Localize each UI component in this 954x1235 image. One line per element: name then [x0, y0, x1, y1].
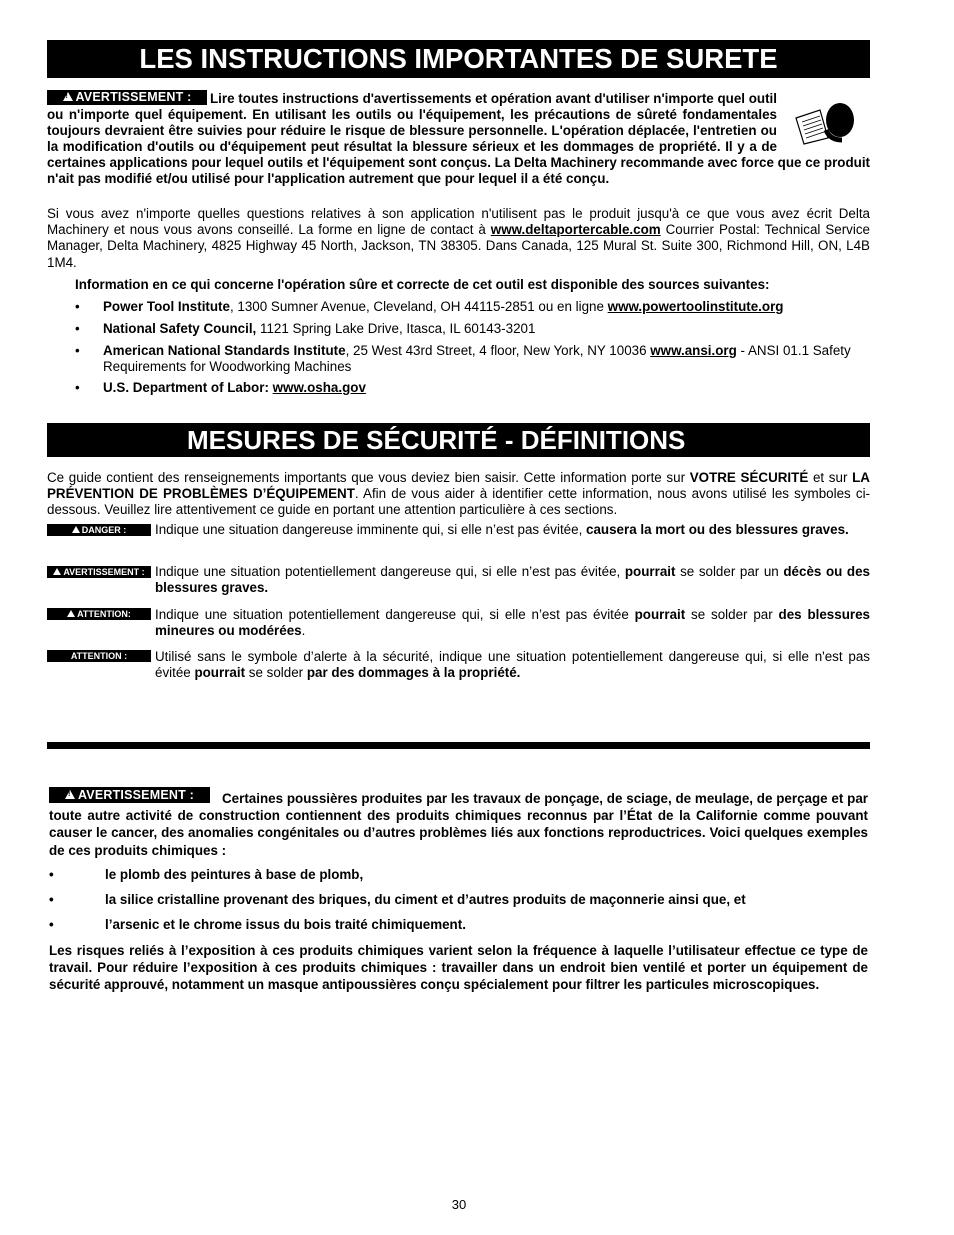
definition-warning: Indique une situation potentiellement dangereuse qui, si elle n’est pas évitée, pourrait se solder par un décès ou des blessures graves.	[155, 564, 870, 596]
danger-symbol: DANGER :	[47, 524, 151, 536]
warning-paragraph: Lire toutes instructions d'avertissements et opération avant d'utiliser n'importe quel outil ou n'importe quel équipement. En utilisant les outils ou l'équipement, les précautions de sûreté fondamentales toujours devraient être suivies pour réduire le risque de blessure personnelle. L'opération déplacée, l'entretien ou la modification d'outils ou d'équipement peut résultat la blessure sérieux et les dommages de propriété. Il y a de certaines applications pour lequel outils et l'équipement sont conçus. La Delta Machinery recommande avec force que ce produit n'ait pas modifié et/ou utilisé pour l'application autrement que pour lequel il a été conçu.	[47, 91, 870, 186]
source-link[interactable]: www.powertoolinstitute.org	[607, 299, 784, 314]
contact-paragraph: Si vous avez n'importe quelles questions relatives à son application n'utilisent pas le produit jusqu'à ce que vous avez écrit Delta Machinery et nous vous avons conseillé. La forme en ligne de contact à www.deltaportercable.com Courrier Postal: Technical Service Manager, Delta Machinery, 4825 Highway 45 North, Jackson, TN 38305. Dans Canada, 125 Mural St. Suite 300, Richmond Hill, ON, L4B 1M4.	[47, 206, 870, 270]
section-title-definitions: MESURES DE SÉCURITÉ - DÉFINITIONS	[47, 423, 870, 457]
warning-triangle-icon	[67, 610, 75, 617]
notice-symbol: ATTENTION :	[47, 650, 151, 662]
section-divider	[47, 742, 870, 749]
dust-closing-paragraph: Les risques reliés à l’exposition à ces produits chimiques varient selon la fréquence à laquelle l’utilisateur effectue ce type de travail. Pour réduire l’exposition à ces produits chimiques : travailler dans un endroit bien ventilé et porter un équipement de sécurité approuvé, notamment un masque antipoussières conçu spécialement pour filtrer les particules microscopiques.	[49, 943, 868, 993]
dust-warning-paragraph: Certaines poussières produites par les travaux de ponçage, de sciage, de meulage, de perçage et par toute autre activité de construction contiennent des produits chimiques reconnus par l’État de la Californie comme pouvant causer le cancer, des anomalies congénitales ou d’autres problèmes liés aux fonctions reproductrices. Voici quelques exemples de ces produits chimiques :	[49, 791, 868, 858]
source-link[interactable]: www.ansi.org	[650, 343, 737, 358]
definition-notice: Utilisé sans le symbole d’alerte à la sécurité, indique une situation potentiellement dangereuse qui, si elle n'est pas évitée pourrait se solder par des dommages à la propriété.	[155, 649, 870, 681]
caution-symbol: ATTENTION:	[47, 608, 151, 620]
warning-triangle-icon	[53, 568, 61, 575]
definition-caution: Indique une situation potentiellement dangereuse qui, si elle n’est pas évitée pourrait se solder par des blessures mineures ou modérées.	[155, 607, 870, 639]
definition-danger: Indique une situation dangereuse imminente qui, si elle n’est pas évitée, causera la mort ou des blessures graves.	[155, 522, 849, 537]
warning-symbol: AVERTISSEMENT :	[47, 566, 151, 578]
warning-badge: !AVERTISSEMENT :	[49, 787, 210, 803]
warning-triangle-icon	[72, 526, 80, 533]
source-link[interactable]: www.osha.gov	[272, 380, 366, 395]
contact-link[interactable]: www.deltaportercable.com	[490, 222, 661, 238]
page-number: 30	[451, 1197, 467, 1212]
definitions-intro: Ce guide contient des renseignements importants que vous deviez bien saisir. Cette information porte sur VOTRE SÉCURITÉ et sur LA PRÉVENTION DE PROBLÈMES D’ÉQUIPEMENT. Afin de vous aider à identifier cette information, nous avons utilisé les symboles ci-dessous. Veuillez lire attentivement ce guide en portant une attention particulière à ces sections.	[47, 470, 870, 518]
section-title-safety-instructions: LES INSTRUCTIONS IMPORTANTES DE SURETE	[47, 40, 870, 78]
warning-badge: !AVERTISSEMENT :	[47, 90, 207, 105]
sources-heading: Information en ce qui concerne l'opération sûre et correcte de cet outil est disponible des sources suivantes:	[75, 277, 770, 292]
